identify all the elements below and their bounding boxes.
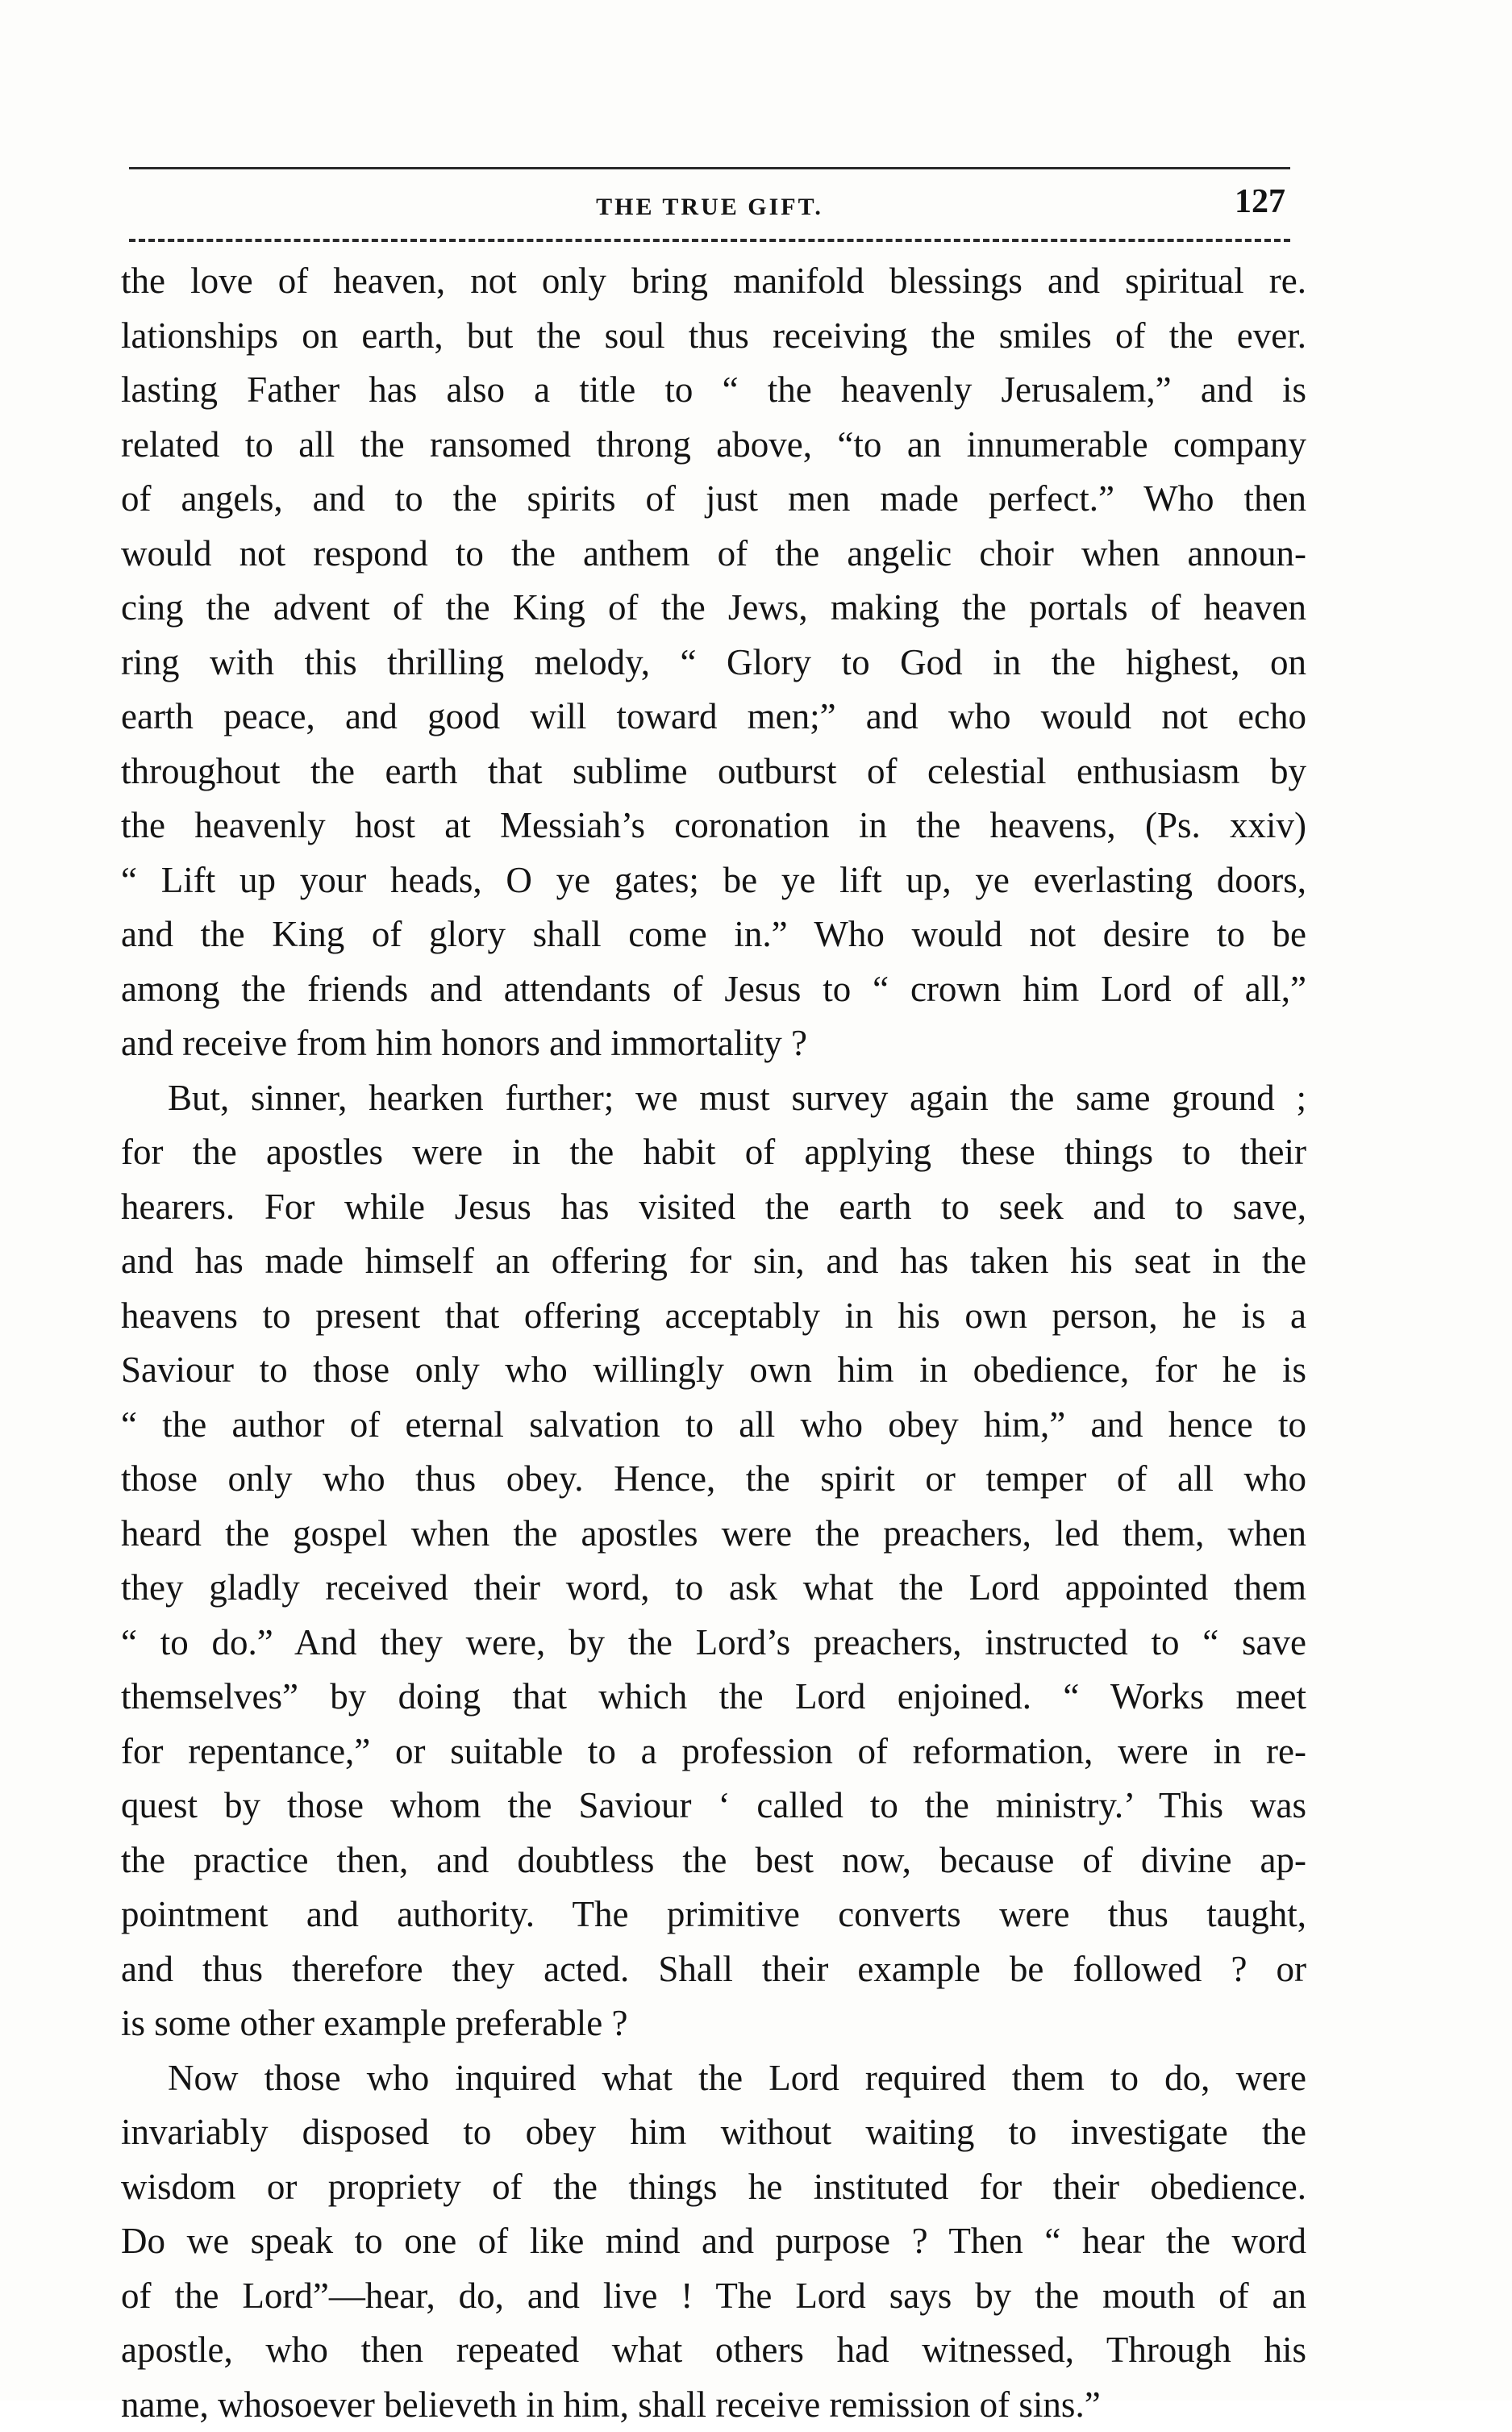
- header-top-rule: [129, 167, 1290, 169]
- text-line: and thus therefore they acted. Shall their example be followed ? or: [121, 1942, 1306, 1997]
- paragraph-3: [121, 2051, 1306, 2432]
- text-line: quest by those whom the Saviour ‘ called to the ministry.’ This was: [121, 1779, 1306, 1833]
- text-line: lasting Father has also a title to “ the heavenly Jerusalem,” and is: [121, 363, 1306, 418]
- text-line: of angels, and to the spirits of just men made perfect.” Who then: [121, 472, 1306, 527]
- text-line: But, sinner, hearken further; we must survey again the same ground ;: [121, 1071, 1306, 1126]
- text-line: heard the gospel when the apostles were the preachers, led them, when: [121, 1507, 1306, 1562]
- text-line: would not respond to the anthem of the angelic choir when announ-: [121, 527, 1306, 582]
- text-line: and the King of glory shall come in.” Who would not desire to be: [121, 907, 1306, 962]
- text-line: those only who thus obey. Hence, the spirit or temper of all who: [121, 1452, 1306, 1507]
- page-number: 127: [1235, 182, 1285, 221]
- text-line: they gladly received their word, to ask what the Lord appointed them: [121, 1561, 1306, 1616]
- text-line: related to all the ransomed throng above, “to an innumerable company: [121, 418, 1306, 473]
- text-line: invariably disposed to obey him without waiting to investigate the: [121, 2105, 1306, 2160]
- text-line: for repentance,” or suitable to a profession of reformation, were in re-: [121, 1725, 1306, 1779]
- header-bottom-rule: [129, 239, 1290, 242]
- text-line: wisdom or propriety of the things he instituted for their obedience.: [121, 2160, 1306, 2215]
- text-line: name, whosoever believeth in him, shall receive remission of sins.”: [121, 2378, 1306, 2432]
- text-line: themselves” by doing that which the Lord enjoined. “ Works meet: [121, 1670, 1306, 1725]
- text-line: ring with this thrilling melody, “ Glory to God in the highest, on: [121, 636, 1306, 690]
- text-line: lationships on earth, but the soul thus receiving the smiles of the ever.: [121, 309, 1306, 364]
- text-line: “ Lift up your heads, O ye gates; be ye lift up, ye everlasting doors,: [121, 853, 1306, 908]
- text-line: “ to do.” And they were, by the Lord’s preachers, instructed to “ save: [121, 1616, 1306, 1671]
- text-line: Do we speak to one of like mind and purpose ? Then “ hear the word: [121, 2214, 1306, 2269]
- running-head: [129, 182, 1290, 231]
- text-line: Saviour to those only who willingly own him in obedience, for he is: [121, 1343, 1306, 1398]
- text-line: pointment and authority. The primitive converts were thus taught,: [121, 1888, 1306, 1942]
- text-line: hearers. For while Jesus has visited the earth to seek and to save,: [121, 1180, 1306, 1235]
- text-line: among the friends and attendants of Jesus to “ crown him Lord of all,”: [121, 962, 1306, 1017]
- text-line: throughout the earth that sublime outburst of celestial enthusiasm by: [121, 745, 1306, 799]
- paragraph-2: [121, 1071, 1306, 2051]
- text-line: of the Lord”—hear, do, and live ! The Lord says by the mouth of an: [121, 2269, 1306, 2324]
- text-line: heavens to present that offering acceptably in his own person, he is a: [121, 1289, 1306, 1344]
- text-line: for the apostles were in the habit of applying these things to their: [121, 1125, 1306, 1180]
- text-line: the love of heaven, not only bring manifold blessings and spiritual re.: [121, 254, 1306, 309]
- text-line: Now those who inquired what the Lord required them to do, were: [121, 2051, 1306, 2106]
- body-text: [121, 254, 1306, 2432]
- text-line: apostle, who then repeated what others had witnessed, Through his: [121, 2323, 1306, 2378]
- text-line: and receive from him honors and immortality ?: [121, 1016, 1306, 1071]
- paragraph-1: [121, 254, 1306, 1071]
- text-line: the heavenly host at Messiah’s coronation in the heavens, (Ps. xxiv): [121, 799, 1306, 853]
- text-line: and has made himself an offering for sin, and has taken his seat in the: [121, 1234, 1306, 1289]
- text-line: the practice then, and doubtless the best now, because of divine ap-: [121, 1833, 1306, 1888]
- text-line: earth peace, and good will toward men;” and who would not echo: [121, 690, 1306, 745]
- text-line: is some other example preferable ?: [121, 1996, 1306, 2051]
- running-title: THE TRUE GIFT.: [129, 194, 1290, 221]
- text-line: “ the author of eternal salvation to all who obey him,” and hence to: [121, 1398, 1306, 1453]
- text-line: cing the advent of the King of the Jews, making the portals of heaven: [121, 581, 1306, 636]
